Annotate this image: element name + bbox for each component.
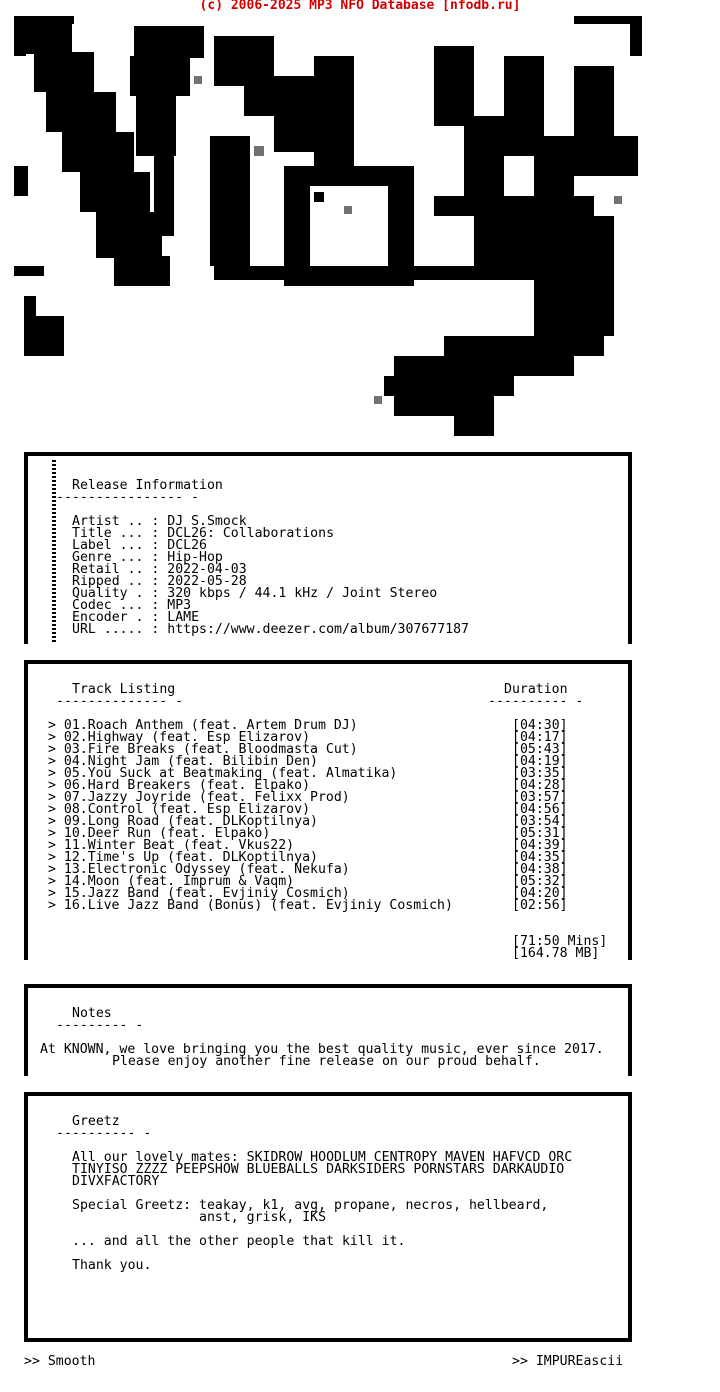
site-header: (c) 2006-2025 MP3 NFO Database [nfodb.ru] [199, 0, 521, 13]
greetz-heading-rule: ---------- - [56, 1126, 152, 1141]
box-top-border [28, 660, 628, 672]
footer-credit-right: >> IMPUREascii [512, 1354, 624, 1369]
track-time: [04:17] [512, 730, 568, 745]
track-title: > 10.Deer Run (feat. Elpako) [48, 826, 271, 841]
greetz-box [24, 1092, 632, 1342]
greetz-mates: DIVXFACTORY [72, 1174, 160, 1189]
track-time: [04:30] [512, 718, 568, 733]
ascii-art-logo [14, 16, 642, 442]
release-line: Codec ... : MP3 [72, 598, 192, 613]
notes-box [24, 984, 632, 1076]
release-line: Title ... : DCL26: Collaborations [72, 526, 335, 541]
notes-heading-rule: --------- - [56, 1018, 144, 1033]
track-title: > 03.Fire Breaks (feat. Bloodmasta Cut) [48, 742, 358, 757]
track-title: > 15.Jazz Band (feat. Evjiniy Cosmich) [48, 886, 350, 901]
notes-line: At KNOWN, we love bringing you the best quality music, ever since 2017. [40, 1042, 604, 1057]
box-dither [52, 460, 56, 644]
track-time: [03:35] [512, 766, 568, 781]
track-title: > 12.Time's Up (feat. DLKoptilnya) [48, 850, 318, 865]
notes-line: Please enjoy another fine release on our proud behalf. [112, 1054, 541, 1069]
greetz-mates: All our lovely mates: SKIDROW HOODLUM CENTROPY MAVEN HAFVCD ORC [72, 1150, 573, 1165]
release-info-box [24, 452, 632, 644]
release-line: Artist .. : DJ S.Smock [72, 514, 247, 529]
tracks-heading-rule: -------------- - [56, 694, 184, 709]
track-time: [04:38] [512, 862, 568, 877]
track-title: > 09.Long Road (feat. DLKoptilnya) [48, 814, 318, 829]
track-time: [05:31] [512, 826, 568, 841]
track-time: [03:54] [512, 814, 568, 829]
release-line: Retail .. : 2022-04-03 [72, 562, 247, 577]
release-line: Encoder . : LAME [72, 610, 200, 625]
track-time: [04:19] [512, 754, 568, 769]
track-time: [03:57] [512, 790, 568, 805]
release-line: Ripped .. : 2022-05-28 [72, 574, 247, 589]
box-top-border [28, 452, 628, 464]
total-time: [71:50 Mins] [512, 934, 608, 949]
track-title: > 06.Hard Breakers (feat. Elpako) [48, 778, 311, 793]
release-heading-rule: ---------------- - [56, 490, 199, 505]
track-time: [04:28] [512, 778, 568, 793]
release-line: Quality . : 320 kbps / 44.1 kHz / Joint Stereo [72, 586, 438, 601]
greetz-others: ... and all the other people that kill it. [72, 1234, 406, 1249]
notes-heading: Notes [72, 1006, 112, 1021]
track-title: > 02.Highway (feat. Esp Elizarov) [48, 730, 311, 745]
release-line: Genre ... : Hip-Hop [72, 550, 223, 565]
track-time: [05:43] [512, 742, 568, 757]
track-time: [02:56] [512, 898, 568, 913]
track-title: > 07.Jazzy Joyride (feat. Felixx Prod) [48, 790, 350, 805]
track-title: > 05.You Suck at Beatmaking (feat. Almatika) [48, 766, 398, 781]
greetz-mates: TINYISO ZZZZ PEEPSHOW BLUEBALLS DARKSIDERS PORNSTARS DARKAUDIO [72, 1162, 565, 1177]
total-size: [164.78 MB] [512, 946, 600, 961]
box-top-border [28, 984, 628, 996]
duration-heading: Duration [504, 682, 568, 697]
track-title: > 08.Control (feat. Esp Elizarov) [48, 802, 311, 817]
track-title: > 13.Electronic Odyssey (feat. Nekufa) [48, 862, 350, 877]
greetz-heading: Greetz [72, 1114, 120, 1129]
box-top-border [28, 1092, 628, 1104]
duration-heading-rule: ---------- - [488, 694, 584, 709]
track-title: > 01.Roach Anthem (feat. Artem Drum DJ) [48, 718, 358, 733]
track-time: [04:35] [512, 850, 568, 865]
box-bottom-border [28, 1338, 628, 1342]
track-listing-box [24, 660, 632, 960]
release-line: Label ... : DCL26 [72, 538, 207, 553]
track-time: [04:56] [512, 802, 568, 817]
footer-credit-left: >> Smooth [24, 1354, 96, 1369]
track-time: [04:39] [512, 838, 568, 853]
track-title: > 14.Moon (feat. Imprum & Vaqm) [48, 874, 295, 889]
release-url[interactable]: URL ..... : https://www.deezer.com/album/307677187 [72, 622, 469, 637]
greetz-special: anst, grisk, IKS [72, 1210, 327, 1225]
track-title: > 04.Night Jam (feat. Bilibin Den) [48, 754, 318, 769]
tracks-heading: Track Listing [72, 682, 176, 697]
greetz-thanks: Thank you. [72, 1258, 152, 1273]
logo-signature: sM [576, 82, 592, 97]
track-time: [04:20] [512, 886, 568, 901]
track-title: > 11.Winter Beat (feat. Vkus22) [48, 838, 295, 853]
greetz-special: Special Greetz: teakay, k1, avg, propane, necros, hellbeard, [72, 1198, 549, 1213]
release-heading: Release Information [72, 478, 223, 493]
track-title: > 16.Live Jazz Band (Bonus) (feat. Evjiniy Cosmich) [48, 898, 453, 913]
track-time: [05:32] [512, 874, 568, 889]
